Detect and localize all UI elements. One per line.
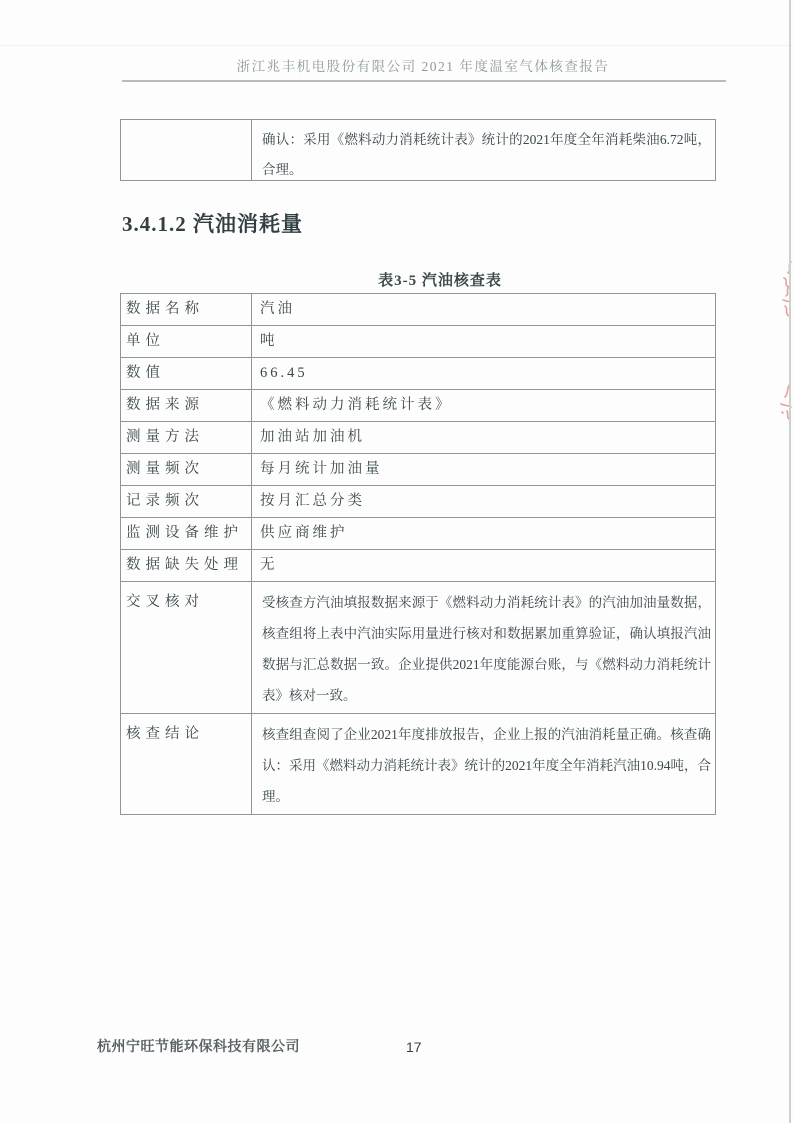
row-value: 受核查方汽油填报数据来源于《燃料动力消耗统计表》的汽油加油量数据，核查组将上表中汽油实际用量进行核对和数据累加重算验证，确认填报汽油数据与汇总数据一致。企业提供2021年度能源台账，与《燃料动力消耗统计表》核对一致。 (262, 595, 711, 703)
row-label: 数据来源 (121, 390, 252, 421)
page-number: 17 (406, 1039, 422, 1055)
row-label: 交叉核对 (121, 582, 252, 713)
page-header-title: 浙江兆丰机电股份有限公司 2021 年度温室气体核查报告 (236, 59, 610, 74)
row-label: 数据缺失处理 (121, 550, 252, 581)
row-label: 数据名称 (121, 294, 252, 325)
footer-company: 杭州宁旺节能环保科技有限公司 (97, 1038, 300, 1054)
table-row (121, 550, 715, 582)
table-row (121, 390, 715, 422)
row-label: 记录频次 (121, 486, 252, 517)
carryover-label-cell (121, 120, 252, 180)
carryover-value-cell: 确认：采用《燃料动力消耗统计表》统计的2021年度全年消耗柴油6.72吨，合理。 (262, 132, 711, 177)
header-rule (122, 80, 726, 82)
row-value: 无 (260, 557, 278, 573)
table-row (121, 486, 715, 518)
row-label: 测量方法 (121, 422, 252, 453)
row-value: 加油站加油机 (260, 429, 365, 445)
row-value: 每月统计加油量 (260, 461, 383, 477)
row-label: 监测设备维护 (121, 518, 252, 549)
row-label: 核查结论 (121, 714, 252, 814)
row-value: 供应商维护 (260, 525, 348, 541)
table-row (121, 358, 715, 390)
scan-edge-line (789, 0, 791, 1123)
verification-table-body (121, 294, 715, 814)
row-value: 汽油 (260, 301, 295, 317)
table-row (121, 326, 715, 358)
table-caption: 表3-5 汽油核查表 (378, 273, 502, 289)
red-handwriting-mark (777, 260, 794, 318)
table-row (121, 714, 715, 814)
row-label: 测量频次 (121, 454, 252, 485)
row-value: 按月汇总分类 (260, 493, 365, 509)
row-value: 吨 (260, 333, 278, 349)
carryover-table (120, 119, 716, 181)
table-row (121, 294, 715, 326)
row-value: 《燃料动力消耗统计表》 (260, 397, 453, 413)
table-row (121, 422, 715, 454)
scan-shadow-line (0, 45, 794, 46)
table-row (121, 518, 715, 550)
table-row (121, 582, 715, 714)
section-heading: 3.4.1.2 汽油消耗量 (122, 212, 303, 236)
verification-table (120, 293, 716, 815)
row-value: 66.45 (260, 365, 308, 381)
red-handwriting-mark (776, 382, 794, 420)
row-label: 单位 (121, 326, 252, 357)
row-value: 核查组查阅了企业2021年度排放报告，企业上报的汽油消耗量正确。核查确认：采用《燃料动力消耗统计表》统计的2021年度全年消耗汽油10.94吨，合理。 (262, 727, 711, 804)
table-row (121, 454, 715, 486)
row-label: 数值 (121, 358, 252, 389)
